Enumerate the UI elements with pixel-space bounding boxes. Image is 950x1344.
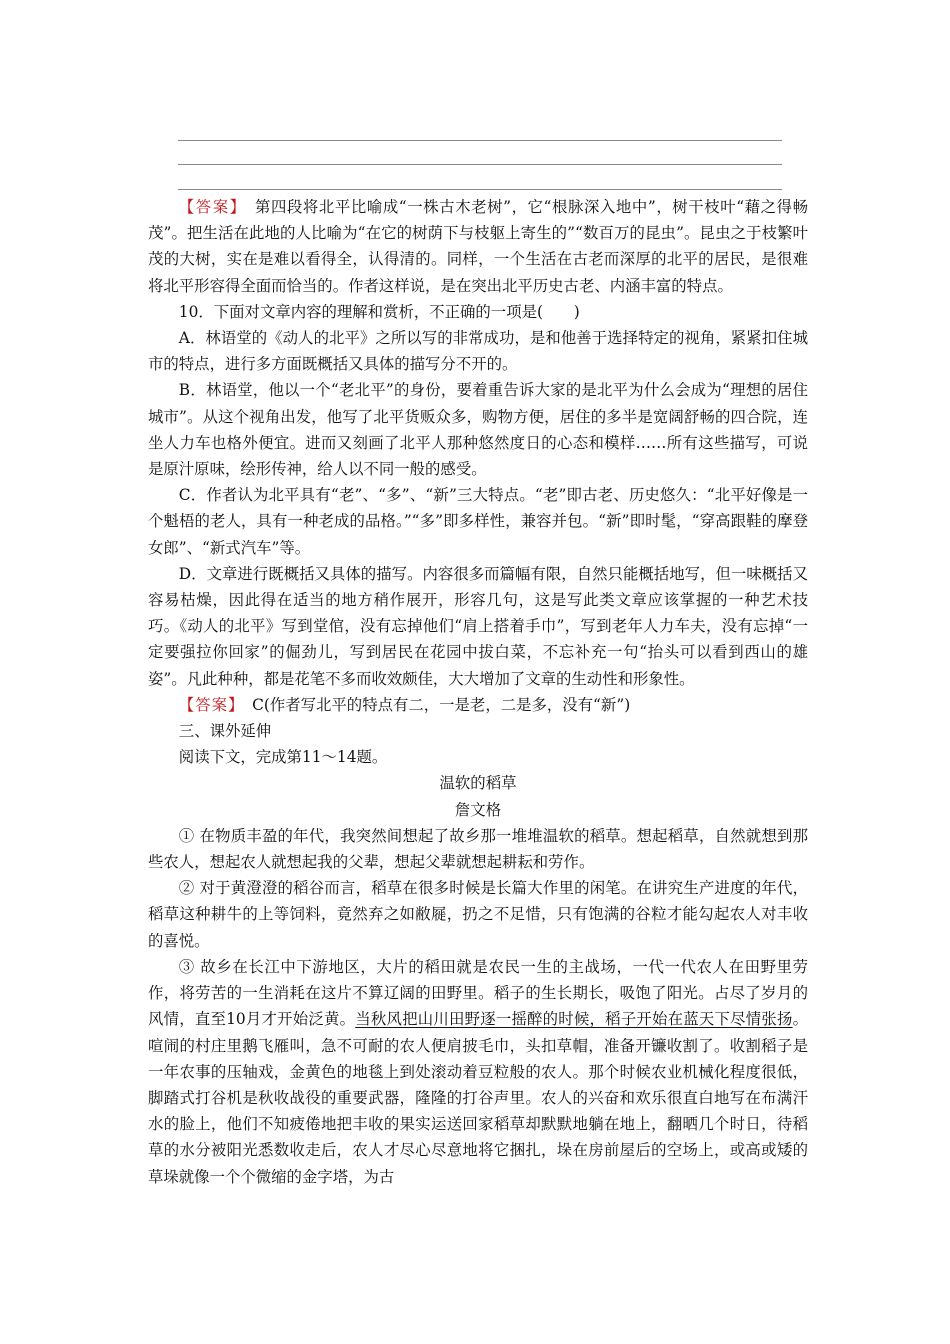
q10-answer-text: C(作者写北平的特点有二，一是老，二是多，没有“新”) [252,695,631,714]
article-title: 温软的稻草 [439,774,517,793]
q10-stem: 10．下面对文章内容的理解和赏析，不正确的一项是( ) [178,302,580,321]
article-author: 詹文格 [454,800,502,819]
document-body [148,194,808,1190]
answer-tag: 【答案】 [178,695,237,714]
q10-option-d: D．文章进行既概括又具体的描写。内容很多而篇幅有限，自然只能概括地写，但一味概括又容易枯燥，因此得在适当的地方稍作展开，形容几句，这是写此类文章应该掌握的一种艺术技巧。《动人的北平》写到堂倌，没有忘掉他们“肩上搭着手巾”，写到老年人力车夫，没有忘掉“一定要强拉你回家”的倔劲儿，写到居民在花园中拔白菜，不忘补充一句“抬头可以看到西山的雄姿”。凡此种种，都是花笔不多而收效颇佳，大大增加了文章的生动性和形象性。 [148,564,808,688]
q10-option-a: A．林语堂的《动人的北平》之所以写的非常成功，是和他善于选择特定的视角，紧紧扣住城市的特点，进行多方面既概括又具体的描写分不开的。 [148,329,808,374]
q10-option-c: C．作者认为北平具有“老”、“多”、“新”三大特点。“老”即古老、历史悠久：“北平好像是一个魁梧的老人，具有一种老成的品格。”“多”即多样性，兼容并包。“新”即时髦，“穿高跟鞋的摩登女郎”、“新式汽车”等。 [148,486,808,557]
article-paragraph-3 [148,954,808,1190]
article-paragraph-1: ① 在物质丰盈的年代，我突然间想起了故乡那一堆堆温软的稻草。想起稻草，自然就想到那些农人，想起农人就想起我的父辈，想起父辈就想起耕耘和劳作。 [148,826,808,872]
q9-answer-text: 第四段将北平比喻成“一株古木老树”，它“根脉深入地中”，树干枝叶“藉之得畅茂”。把生活在此地的人比喻为“在它的树荫下与枝躯上寄生的”“数百万的昆虫”。昆虫之于枝繁叶茂的大树，实在是难以看得全，认得清的。同样，一个生活在古老而深厚的北平的居民，是很难将北平形容得全面而恰当的。作者这样说，是在突出北平历史古老、内涵丰富的特点。 [148,198,808,295]
underlined-sentence: 当秋风把山川田野逐一摇醉的时候，稻子开始在蓝天下尽情张扬 [355,1010,793,1029]
paragraph-3-text: ③ 故乡在长江中下游地区，大片的稻田就是农民一生的主战场，一代一代农人在田野里劳作，将劳苦的一生消耗在这片不算辽阔的田野里。稻子的生长期长，吸饱了阳光。占尽了岁月的风情，直至10月才开始泛黄。 [148,957,808,1029]
q9-answer [148,194,808,299]
section-title: 三、课外延伸 [178,722,272,741]
answer-blank-line [178,140,782,141]
answer-tag: 【答案】 [178,198,240,216]
reading-instruction: 阅读下文，完成第11～14题。 [178,748,388,767]
article-paragraph-2: ② 对于黄澄澄的稻谷而言，稻草在很多时候是长篇大作里的闲笔。在讲究生产进度的年代，稻草这种耕牛的上等饲料，竟然弃之如敝屣，扔之不足惜，只有饱满的谷粒才能勾起农人对丰收的喜悦。 [148,879,808,950]
q10-option-b: B．林语堂，他以一个“老北平”的身份，要着重告诉大家的是北平为什么会成为“理想的居住城市”。从这个视角出发，他写了北平货贩众多，购物方便，居住的多半是宽阔舒畅的四合院，连坐人力车也格外便宜。进而又刻画了北平人那种悠然度日的心态和模样……所有这些描写，可说是原汁原味，绘形传神，给人以不同一般的感受。 [148,381,808,479]
q10-answer [148,692,808,718]
answer-blank-line [178,189,782,190]
paragraph-3-continuation: 。喧闹的村庄里鹅飞雁叫，急不可耐的农人便肩披毛巾，头扣草帽，准备开镰收割了。收割稻子是一年农事的压轴戏，金黄色的地毯上到处滚动着豆粒般的农人。那个时候农业机械化程度很低，脚踏式打谷机是秋收战役的重要武器，隆隆的打谷声里。农人的兴奋和欢乐很直白地写在布满汗水的脸上，他们不知疲倦地把丰收的果实运送回家稻草却默默地躺在地上，翻晒几个时日，待稻草的水分被阳光悉数收走后，农人才尽心尽意地将它捆扎，垛在房前屋后的空场上，或高或矮的草垛就像一个个微缩的金字塔，为古 [148,1010,808,1186]
answer-blank-line [178,164,782,165]
